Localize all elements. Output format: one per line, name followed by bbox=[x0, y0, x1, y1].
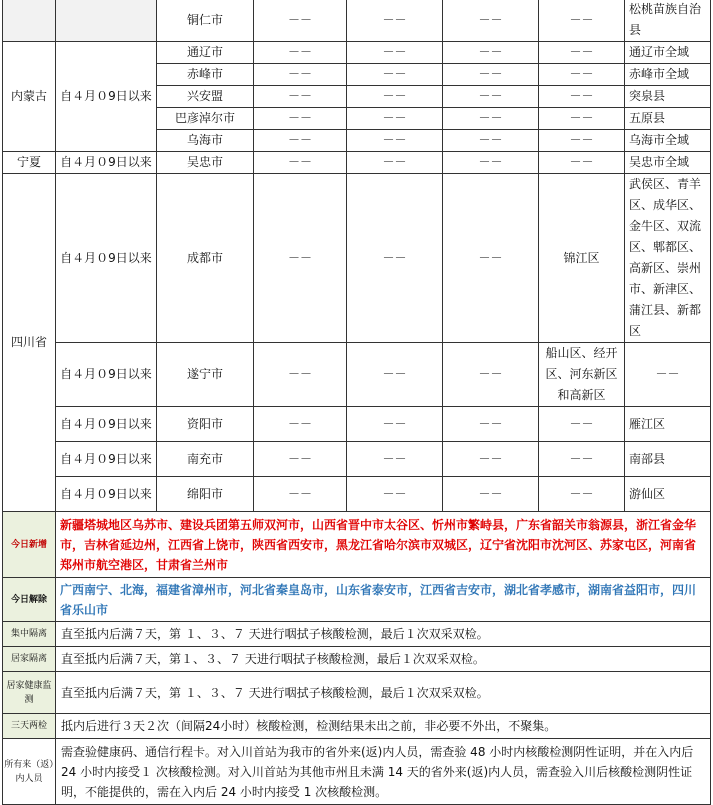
dash-cell: －－ bbox=[347, 0, 443, 42]
today-lifted-label: 今日解除 bbox=[3, 578, 56, 622]
dash-cell: －－ bbox=[539, 86, 625, 108]
city-cell: 通辽市 bbox=[157, 42, 254, 64]
measure-text: 直至抵内后满７天，第 １、３、７ 天进行咽拭子核酸检测，最后１次双采双检。 bbox=[56, 672, 711, 714]
dash-cell: －－ bbox=[347, 407, 443, 442]
county-cell: 乌海市全域 bbox=[625, 130, 711, 152]
table-row bbox=[3, 714, 711, 739]
dash-cell: －－ bbox=[539, 477, 625, 512]
dash-cell: －－ bbox=[539, 42, 625, 64]
date-cell: 自４月０9日以来 bbox=[56, 174, 157, 343]
dash-cell: －－ bbox=[347, 130, 443, 152]
dash-cell: －－ bbox=[443, 64, 539, 86]
dash-cell: －－ bbox=[443, 343, 539, 407]
today-new-text: 新疆塔城地区乌苏市、建设兵团第五师双河市，山西省晋中市太谷区、忻州市繁峙县，广东省韶关市翁源县，浙江省金华市，吉林省延边州，江西省上饶市，陕西省西安市，黑龙江省哈尔滨市双城区，辽宁省沈阳市沈河区、苏家屯区，河南省郑州市航空港区，甘肃省兰州市 bbox=[56, 512, 711, 578]
province-cell: 宁夏 bbox=[3, 152, 56, 174]
dash-cell: －－ bbox=[254, 174, 347, 343]
county-cell: 五原县 bbox=[625, 108, 711, 130]
dash-cell: －－ bbox=[539, 130, 625, 152]
dash-cell: －－ bbox=[254, 152, 347, 174]
measure-label: 集中隔离 bbox=[3, 622, 56, 647]
city-cell: 巴彦淖尔市 bbox=[157, 108, 254, 130]
city-cell: 吴忠市 bbox=[157, 152, 254, 174]
dash-cell: －－ bbox=[443, 86, 539, 108]
city-cell: 铜仁市 bbox=[157, 0, 254, 42]
today-new-label: 今日新增 bbox=[3, 512, 56, 578]
dash-cell: －－ bbox=[443, 442, 539, 477]
date-cell: 自４月０9日以来 bbox=[56, 42, 157, 152]
dash-cell: －－ bbox=[347, 64, 443, 86]
dash-cell: －－ bbox=[539, 108, 625, 130]
dash-cell: －－ bbox=[254, 42, 347, 64]
county-cell: 雁江区 bbox=[625, 407, 711, 442]
table-row bbox=[3, 647, 711, 672]
date-cell: 自４月０9日以来 bbox=[56, 343, 157, 407]
dash-cell: －－ bbox=[347, 477, 443, 512]
dash-cell: －－ bbox=[254, 442, 347, 477]
dash-cell: －－ bbox=[539, 407, 625, 442]
date-cell: 自４月０9日以来 bbox=[56, 407, 157, 442]
county-cell: 突泉县 bbox=[625, 86, 711, 108]
risk-area-table bbox=[2, 0, 711, 805]
city-cell: 乌海市 bbox=[157, 130, 254, 152]
all-arrivals-label: 所有来（返）内人员 bbox=[3, 739, 56, 805]
district-cell: 锦江区 bbox=[539, 174, 625, 343]
county-cell: 游仙区 bbox=[625, 477, 711, 512]
table-row bbox=[3, 672, 711, 714]
city-cell: 赤峰市 bbox=[157, 64, 254, 86]
county-cell: 武侯区、青羊区、成华区、金牛区、双流区、郫都区、高新区、崇州市、新津区、蒲江县、新都区 bbox=[625, 174, 711, 343]
dash-cell: －－ bbox=[539, 152, 625, 174]
city-cell: 绵阳市 bbox=[157, 477, 254, 512]
dash-cell: －－ bbox=[254, 0, 347, 42]
date-cell: 自４月０9日以来 bbox=[56, 152, 157, 174]
table-row bbox=[3, 174, 711, 343]
table-row bbox=[3, 442, 711, 477]
dash-cell: －－ bbox=[443, 0, 539, 42]
dash-cell: －－ bbox=[254, 130, 347, 152]
measure-text: 直至抵内后满７天，第 １、３、７ 天进行咽拭子核酸检测，最后１次双采双检。 bbox=[56, 622, 711, 647]
dash-cell: －－ bbox=[443, 42, 539, 64]
measure-label: 居家隔离 bbox=[3, 647, 56, 672]
county-cell: 通辽市全域 bbox=[625, 42, 711, 64]
county-cell: 南部县 bbox=[625, 442, 711, 477]
city-cell: 南充市 bbox=[157, 442, 254, 477]
dash-cell: －－ bbox=[254, 407, 347, 442]
dash-cell: －－ bbox=[347, 108, 443, 130]
province-cell: 四川省 bbox=[3, 174, 56, 512]
dash-cell: －－ bbox=[254, 86, 347, 108]
dash-cell: －－ bbox=[443, 108, 539, 130]
date-cell: 自４月０9日以来 bbox=[56, 477, 157, 512]
dash-cell: －－ bbox=[443, 477, 539, 512]
table-row bbox=[3, 739, 711, 805]
table-row bbox=[3, 512, 711, 578]
dash-cell: －－ bbox=[347, 152, 443, 174]
dash-cell: －－ bbox=[254, 343, 347, 407]
county-cell: 松桃苗族自治县 bbox=[625, 0, 711, 42]
measure-text: 直至抵内后满７天，第１、３、７ 天进行咽拭子核酸检测，最后１次双采双检。 bbox=[56, 647, 711, 672]
dash-cell: －－ bbox=[443, 152, 539, 174]
dash-cell: －－ bbox=[443, 130, 539, 152]
dash-cell: －－ bbox=[347, 343, 443, 407]
table-row bbox=[3, 152, 711, 174]
dash-cell: －－ bbox=[347, 442, 443, 477]
table-row bbox=[3, 42, 711, 64]
date-cell: 自４月０9日以来 bbox=[56, 442, 157, 477]
dash-cell: －－ bbox=[254, 64, 347, 86]
city-cell: 资阳市 bbox=[157, 407, 254, 442]
dash-cell: －－ bbox=[443, 407, 539, 442]
dash-cell: －－ bbox=[539, 0, 625, 42]
table-row bbox=[3, 0, 711, 42]
dash-cell: －－ bbox=[347, 86, 443, 108]
dash-cell: －－ bbox=[625, 343, 711, 407]
dash-cell: －－ bbox=[347, 174, 443, 343]
date-cell bbox=[56, 0, 157, 42]
dash-cell: －－ bbox=[539, 442, 625, 477]
city-cell: 遂宁市 bbox=[157, 343, 254, 407]
dash-cell: －－ bbox=[443, 174, 539, 343]
county-cell: 吴忠市全域 bbox=[625, 152, 711, 174]
measure-text: 抵内后进行３天２次（间隔24小时）核酸检测，检测结果未出之前，非必要不外出，不聚集。 bbox=[56, 714, 711, 739]
table-row bbox=[3, 477, 711, 512]
province-cell bbox=[3, 0, 56, 42]
dash-cell: －－ bbox=[539, 64, 625, 86]
table-row bbox=[3, 578, 711, 622]
today-lifted-text: 广西南宁、北海，福建省漳州市，河北省秦皇岛市，山东省泰安市，江西省吉安市，湖北省孝感市，湖南省益阳市，四川省乐山市 bbox=[56, 578, 711, 622]
measure-label: 居家健康监测 bbox=[3, 672, 56, 714]
city-cell: 兴安盟 bbox=[157, 86, 254, 108]
district-cell: 船山区、经开区、河东新区和高新区 bbox=[539, 343, 625, 407]
table-row bbox=[3, 343, 711, 407]
county-cell: 赤峰市全域 bbox=[625, 64, 711, 86]
all-arrivals-text: 需查验健康码、通信行程卡。对入川首站为我市的省外来(返)内人员，需查验 48 小时内核酸检测阴性证明，并在入内后 24 小时内接受１ 次核酸检测。对入川首站为其他市州且未满 14 天的省外来(返)内人员，需查验入川后核酸检测阴性证明，不能提供的，需在入内后 24 小时内接受 1 次核酸检测。 bbox=[56, 739, 711, 805]
measure-label: 三天两检 bbox=[3, 714, 56, 739]
province-cell: 内蒙古 bbox=[3, 42, 56, 152]
table-row bbox=[3, 407, 711, 442]
dash-cell: －－ bbox=[347, 42, 443, 64]
dash-cell: －－ bbox=[254, 108, 347, 130]
dash-cell: －－ bbox=[254, 477, 347, 512]
table-row bbox=[3, 622, 711, 647]
city-cell: 成都市 bbox=[157, 174, 254, 343]
